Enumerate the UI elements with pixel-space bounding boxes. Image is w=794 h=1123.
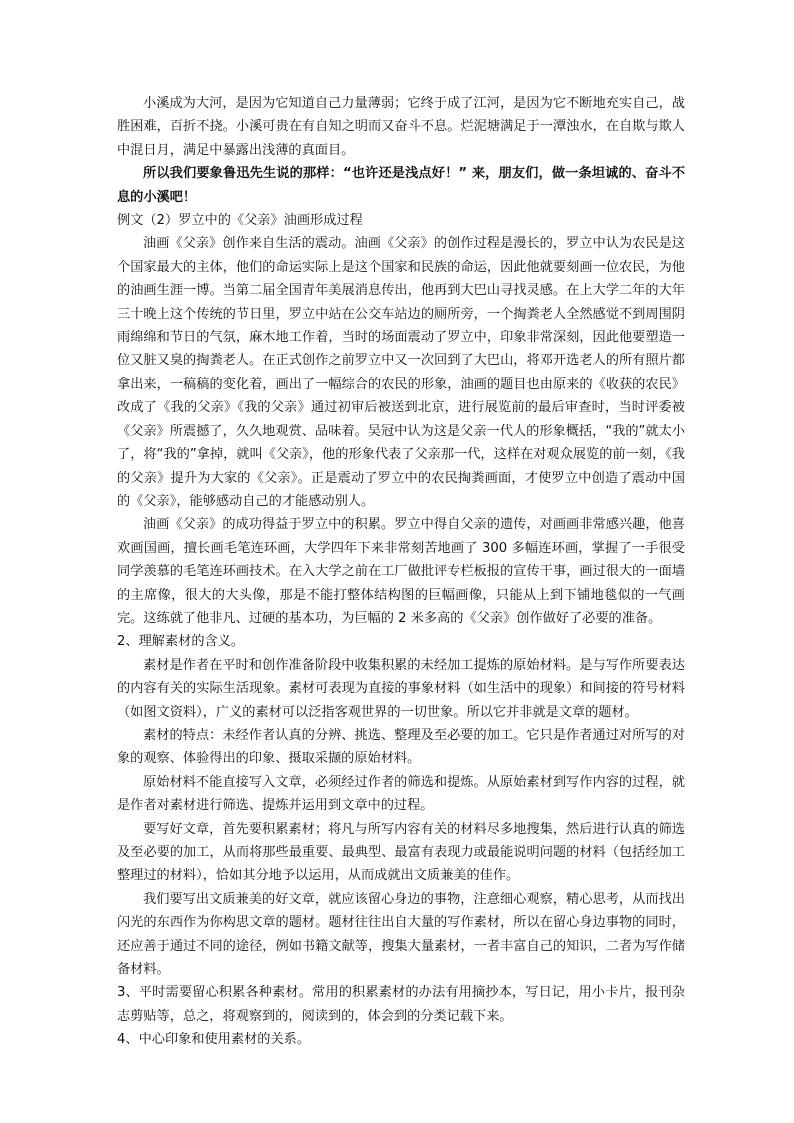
paragraph-material-features: 素材的特点：未经作者认真的分辨、挑选、整理及至必要的加工。它只是作者通过对所写的对象的观察、体验得出的印象、摄取采撷的原始材料。 — [117, 727, 685, 767]
document-page — [117, 92, 685, 1052]
paragraph-painting-origin: 油画《父亲》创作来自生活的震动。油画《父亲》的创作过程是漫长的，罗立中认为农民是这个国家最大的主体，他们的命运实际上是这个国家和民族的命运，因此他就要刻画一位农民，为他的油画生涯一博。当第二届全国青年美展消息传出，他再到大巴山寻找灵感。在上大学二年的大年三十晚上这个传统的节日里，罗立中站在公交车站边的厕所旁，一个掏粪老人全然感觉不到周围阴雨绵绵和节日的气氛，麻木地工作着，当时的场面震动了罗立中，印象非常深刻，因此他要塑造一位又脏又臭的掏粪老人。在正式创作之前罗立中又一次回到了大巴山，将邓开选老人的所有照片都拿出来，一稿稿的变化着，画出了一幅综合的农民的形象，油画的题目也由原来的《收获的农民》改成了《我的父亲》《我的父亲》通过初审后被送到北京，进行展览前的最后审查时，当时评委被《父亲》所震撼了，久久地观赏、品味着。吴冠中认为这是父亲一代人的形象概括，“我的”就太小了，将“我的”拿掉，就叫《父亲》，他的形象代表了父亲那一代，这样在对观众展览的前一刻，《我的父亲》提升为大家的《父亲》。正是震动了罗立中的农民掏粪画面，才使罗立中创造了震动中国的《父亲》，能够感动自己的才能感动别人。 — [117, 236, 685, 509]
section-heading-material-meaning: 2、理解素材的含义。 — [117, 634, 245, 650]
paragraph-stream-conclusion: 小溪成为大河，是因为它知道自己力量薄弱；它终于成了江河，是因为它不断地充实自己，战胜困难，百折不挠。小溪可贵在有自知之明而又奋斗不息。烂泥塘满足于一潭浊水，在自欺与欺人中混日月，满足中暴露出浅薄的真面目。 — [117, 96, 685, 158]
paragraph-accumulate-material: 要写好文章，首先要积累素材；将凡与所写内容有关的材料尽多地搜集，然后进行认真的筛选及至必要的加工，从而将那些最重要、最典型、最富有表现力或最能说明问题的材料（包括经加工整理过的材料），恰如其分地予以运用，从而成就出文质兼美的佳作。 — [117, 821, 685, 884]
paragraph-observe: 我们要写出文质兼美的好文章，就应该留心身边的事物，注意细心观察，精心思考，从而找出闪光的东西作为你构思文章的题材。题材往往出自大量的写作素材，所以在留心身边事物的同时，还应善于通过不同的途径，例如书籍文献等，搜集大量素材，一者丰富自己的知识，二者为写作储备材料。 — [117, 891, 685, 978]
paragraph-material-definition: 素材是作者在平时和创作准备阶段中收集积累的未经加工提炼的原始材料。是与写作所要表达的内容有关的实际生活现象。素材可表现为直接的事象材料（如生活中的现象）和间接的符号材料（如图文资料），广义的素材可以泛指客观世界的一切世象。所以它并非就是文章的题材。 — [117, 657, 685, 720]
paragraph-painting-accumulation: 油画《父亲》的成功得益于罗立中的积累。罗立中得自父亲的遗传，对画画非常感兴趣，他喜欢画国画，擅长画毛笔连环画，大学四年下来非常刻苦地画了 300 多幅连环画，掌握了一手很受同学羡慕的毛笔连环画技术。在入大学之前在工厂做批评专栏板报的宣传干事，画过很大的一面墙的主席像，很大的大头像，那是不能打整体结构图的巨幅画像，只能从上到下铺地毯似的一气画完。这练就了他非凡、过硬的基本功，为巨幅的 2 米多高的《父亲》创作做好了必要的准备。 — [117, 517, 685, 626]
paragraph-call-to-action: 所以我们要象鲁迅先生说的那样：“也许还是浅点好！” 来，朋友们，做一条坦诚的、奋斗不息的小溪吧！ — [117, 166, 685, 205]
example-heading: 例文（2）罗立中的《父亲》油画形成过程 — [117, 213, 363, 229]
section-heading-accumulate: 3、平时需要留心积累各种素材。常用的积累素材的办法有用摘抄本，写日记，用小卡片，报刊杂志剪贴等，总之，将观察到的，阅读到的，体会到的分类记载下来。 — [117, 985, 685, 1024]
paragraph-raw-material: 原始材料不能直接写入文章，必须经过作者的筛选和提炼。从原始素材到写作内容的过程，就是作者对素材进行筛选、提炼并运用到文章中的过程。 — [117, 774, 685, 814]
section-heading-central-impression: 4、中心印象和使用素材的关系。 — [117, 1032, 311, 1048]
